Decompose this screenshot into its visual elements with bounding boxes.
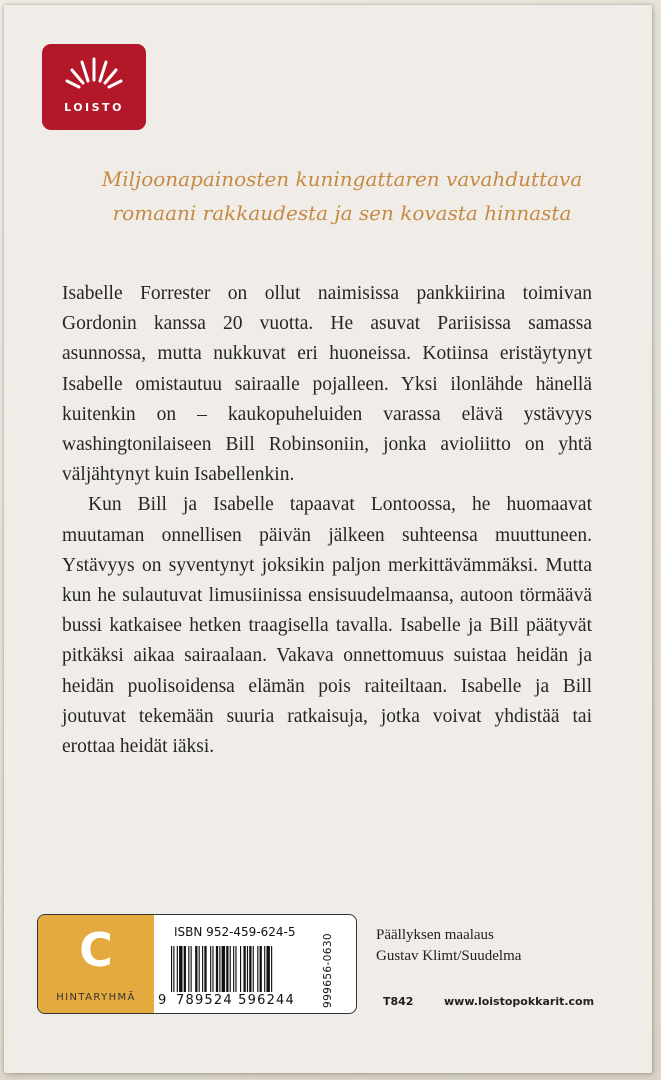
barcode-bar bbox=[202, 946, 203, 992]
ean-digits: 789524 596244 bbox=[176, 993, 295, 1008]
price-group-label: HINTARYHMÄ bbox=[56, 992, 136, 1003]
barcode-bar bbox=[264, 946, 265, 992]
barcode-bar bbox=[219, 946, 220, 992]
barcode-bar bbox=[212, 946, 213, 992]
barcode-bar bbox=[257, 946, 258, 992]
price-group-letter: C bbox=[79, 923, 113, 977]
barcode-bar bbox=[260, 946, 262, 992]
blurb-paragraph: Kun Bill ja Isabelle tapaavat Lontoossa, he huomaavat muutaman onnellisen päivän jälkeen suhteensa muuttuneen. Ystävyys on syventynyt joksikin paljon merkittävämmäksi. Mutta kun he sulautuvat limusiinissa ensisuudelmaansa, autoon törmäävä bussi katkaisee hetken traagisella tavalla. Isabelle ja Bill päätyvät pitkäksi aikaa sairaalaan. Vakava onnettomuus suistaa heidän ja heidän puolisoidensa elämän pois raiteiltaan. Isabelle ja Bill joutuvat tekemään suuria ratkaisuja, jotka voivat yhdistää tai erottaa heidät iäksi. bbox=[62, 494, 592, 758]
barcode-bar bbox=[249, 946, 251, 992]
cover-credit-line: Gustav Klimt/Suudelma bbox=[376, 948, 522, 964]
barcode-bar bbox=[184, 946, 186, 992]
cover-credit bbox=[376, 925, 521, 967]
barcode-bar bbox=[216, 946, 218, 992]
sunrise-icon bbox=[64, 54, 124, 94]
barcode-bar bbox=[235, 946, 236, 992]
logo-text: LOISTO bbox=[64, 101, 124, 114]
barcode bbox=[171, 946, 319, 992]
ean-vertical-code: 999656-0630 bbox=[322, 933, 334, 1008]
tagline: Miljoonapainosten kuningattaren vavahduttava romaani rakkaudesta ja sen kovasta hinnasta bbox=[101, 167, 583, 225]
product-code: T842 bbox=[383, 995, 414, 1008]
barcode-bar bbox=[271, 946, 272, 992]
barcode-bar bbox=[171, 946, 172, 992]
ean-first-digit: 9 bbox=[158, 993, 167, 1008]
barcode-bar bbox=[253, 946, 254, 992]
barcode-bar bbox=[222, 946, 225, 992]
blurb-paragraph: Isabelle Forrester on ollut naimisissa pankkiirina toimivan Gordonin kanssa 20 vuotta. He asuvat Pariisissa samassa asunnossa, mutta nukkuvat eri huoneissa. Kotiinsa eristäytynyt Isabelle omistautuu sairaalle pojalleen. Yksi ilonlähde hänellä kuitenkin on – kaukopuheluiden varassa elävä ystävyys washingtonilaiseen Bill Robinsoniin, jonka avioliitto on yhtä väljähtynyt kuin Isabellenkin. bbox=[62, 283, 592, 486]
barcode-bar bbox=[179, 946, 182, 992]
barcode-bar bbox=[243, 946, 245, 992]
barcode-bar bbox=[226, 946, 228, 992]
barcode-bar bbox=[240, 946, 241, 992]
price-group-badge bbox=[38, 915, 154, 1013]
barcode-bar bbox=[177, 946, 178, 992]
cover-credit-line: Päällyksen maalaus bbox=[376, 927, 494, 943]
publisher-url: www.loistopokkarit.com bbox=[444, 995, 595, 1008]
blurb bbox=[62, 279, 592, 762]
barcode-bar bbox=[188, 946, 189, 992]
barcode-bar bbox=[173, 946, 174, 992]
barcode-bar bbox=[199, 946, 200, 992]
isbn-number: ISBN 952-459-624-5 bbox=[174, 925, 296, 939]
barcode-bar bbox=[233, 946, 234, 992]
publisher-logo bbox=[42, 44, 146, 130]
barcode-bar bbox=[266, 946, 269, 992]
barcode-bar bbox=[204, 946, 206, 992]
barcode-bar bbox=[247, 946, 248, 992]
barcode-bar bbox=[191, 946, 192, 992]
barcode-bar bbox=[230, 946, 231, 992]
barcode-bar bbox=[210, 946, 211, 992]
barcode-bar bbox=[195, 946, 197, 992]
